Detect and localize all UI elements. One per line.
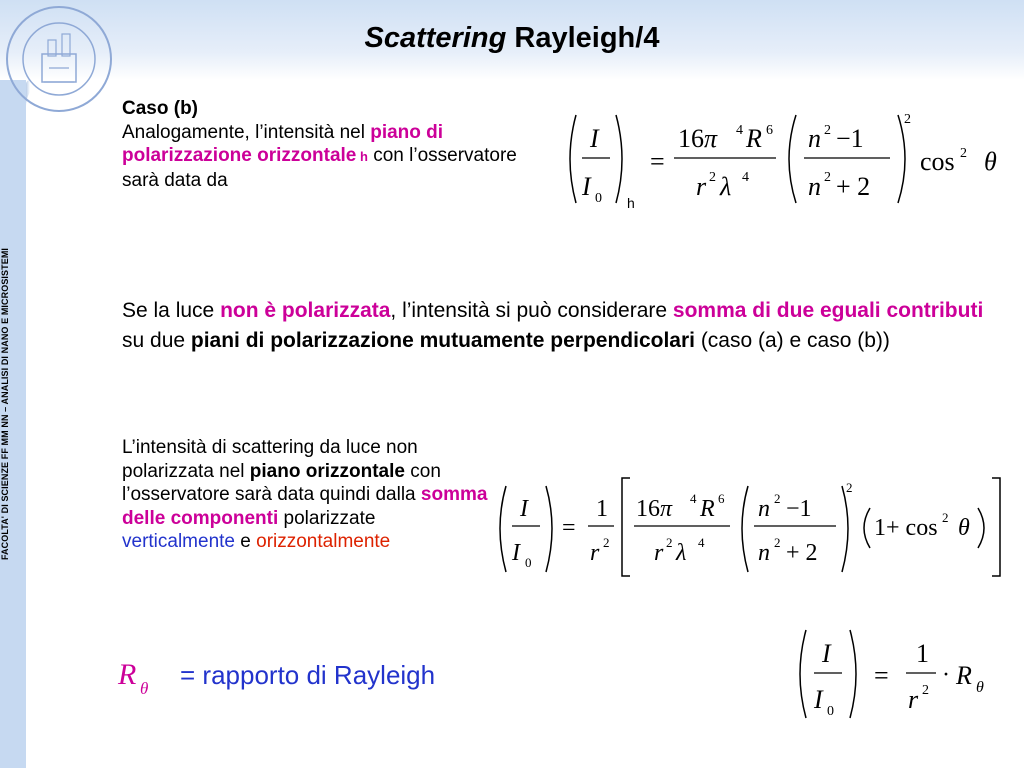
svg-text:2: 2: [942, 510, 949, 525]
svg-text:6: 6: [718, 491, 725, 506]
svg-text:·: ·: [942, 662, 950, 688]
highlight-sum: somma di due eguali contributi: [672, 299, 984, 322]
text-run: (caso (a) e caso (b)): [694, 328, 890, 352]
highlight-plane: piano di polarizzazione orizzontale: [122, 121, 444, 166]
svg-text:r: r: [590, 540, 600, 566]
slide-title: [0, 22, 1024, 55]
svg-text:0: 0: [827, 704, 834, 719]
svg-text:4: 4: [698, 535, 705, 550]
svg-text:1: 1: [916, 639, 929, 668]
r-theta-symbol: [116, 654, 166, 700]
svg-text:1: 1: [596, 496, 608, 522]
svg-text:4: 4: [736, 123, 743, 138]
text-vertically: verticalmente: [122, 531, 235, 552]
svg-text:=: =: [562, 515, 576, 541]
svg-text:λ: λ: [676, 540, 687, 566]
highlight-components: somma delle componenti: [122, 484, 488, 529]
title-rest: Rayleigh/4: [506, 22, 660, 54]
svg-text:I: I: [582, 172, 591, 201]
svg-text:−1: −1: [836, 124, 864, 153]
equation-rayleigh-ratio: [790, 624, 1010, 728]
svg-text:r: r: [696, 172, 707, 201]
svg-text:4: 4: [742, 170, 749, 185]
block-caso-b: [122, 97, 542, 192]
svg-text:+ 2: + 2: [836, 172, 871, 201]
svg-text:2: 2: [904, 112, 911, 127]
svg-text:n: n: [758, 496, 770, 522]
svg-text:R: R: [746, 124, 762, 153]
svg-text:n: n: [808, 172, 821, 201]
university-seal-logo: [4, 4, 114, 114]
block-scattering-intensity: [122, 436, 492, 554]
svg-text:θ: θ: [958, 515, 970, 541]
rayleigh-ratio-label: = rapporto di Rayleigh: [180, 660, 436, 690]
text-run: Analogamente, l’intensità nel: [122, 121, 371, 143]
equation-subscript-h: h: [627, 195, 635, 211]
svg-text:I: I: [512, 540, 520, 566]
svg-text:1+ cos: 1+ cos: [874, 515, 938, 541]
svg-text:2: 2: [603, 535, 610, 550]
svg-text:I: I: [822, 639, 831, 668]
svg-text:r: r: [908, 685, 919, 714]
svg-text:=: =: [650, 147, 665, 176]
svg-text:2: 2: [824, 170, 831, 185]
text-run: L’intensità di scattering da luce non polarizzata nel: [122, 437, 418, 482]
svg-text:0: 0: [595, 191, 602, 206]
text-run: con l’osservatore sarà data quindi dalla: [122, 460, 441, 505]
svg-text:I: I: [520, 496, 528, 522]
svg-text:2: 2: [922, 683, 929, 698]
svg-text:n: n: [808, 124, 821, 153]
text-run: Se la luce: [122, 299, 221, 322]
text-horizontally: orizzontalmente: [256, 531, 391, 552]
subscript-h: h: [356, 149, 368, 164]
equation-unpolarized-intensity: [490, 472, 1010, 582]
svg-text:I: I: [590, 124, 599, 153]
svg-text:−1: −1: [786, 496, 812, 522]
svg-text:2: 2: [824, 123, 831, 138]
text-run: polarizzate: [278, 507, 376, 529]
svg-text:=: =: [874, 661, 889, 690]
svg-text:2: 2: [846, 480, 853, 495]
bold-planes: piani di polarizzazione mutuamente perpendicolari: [190, 328, 695, 352]
svg-text:2: 2: [774, 535, 781, 550]
svg-text:R: R: [956, 661, 972, 690]
svg-text:cos: cos: [920, 147, 955, 176]
faculty-vertical-text: FACOLTA' DI SCIENZE FF MM NN – ANALISI DI NANO E MICROSISTEMI: [0, 247, 10, 561]
caso-b-paragraph: [122, 121, 542, 193]
svg-text:θ: θ: [976, 679, 984, 696]
highlight-unpolarized: non è polarizzata: [220, 299, 391, 322]
svg-text:R: R: [118, 658, 137, 691]
svg-text:r: r: [654, 540, 664, 566]
svg-text:2: 2: [774, 491, 781, 506]
svg-text:6: 6: [766, 123, 773, 138]
svg-text:16π: 16π: [678, 124, 718, 153]
svg-text:n: n: [758, 540, 770, 566]
svg-text:16π: 16π: [636, 496, 673, 522]
text-run: , l’intensità si può considerare: [390, 299, 673, 322]
text-run: su due: [122, 328, 191, 352]
svg-text:+ 2: + 2: [786, 540, 818, 566]
svg-text:4: 4: [690, 491, 697, 506]
svg-text:2: 2: [960, 146, 967, 161]
bold-horizontal-plane: piano orizzontale: [249, 460, 405, 482]
svg-text:λ: λ: [720, 172, 732, 201]
text-run: e: [235, 531, 257, 552]
svg-text:R: R: [700, 496, 715, 522]
svg-text:2: 2: [709, 170, 716, 185]
title-italic: Scattering: [364, 22, 507, 54]
svg-text:θ: θ: [984, 147, 997, 176]
svg-text:I: I: [814, 685, 823, 714]
svg-text:θ: θ: [140, 679, 149, 698]
svg-text:0: 0: [525, 555, 532, 570]
caso-b-heading: Caso (b): [122, 98, 198, 119]
svg-text:2: 2: [666, 535, 673, 550]
block-unpolarized: [122, 296, 992, 355]
text-run: con l’osservatore sarà data da: [122, 145, 517, 191]
